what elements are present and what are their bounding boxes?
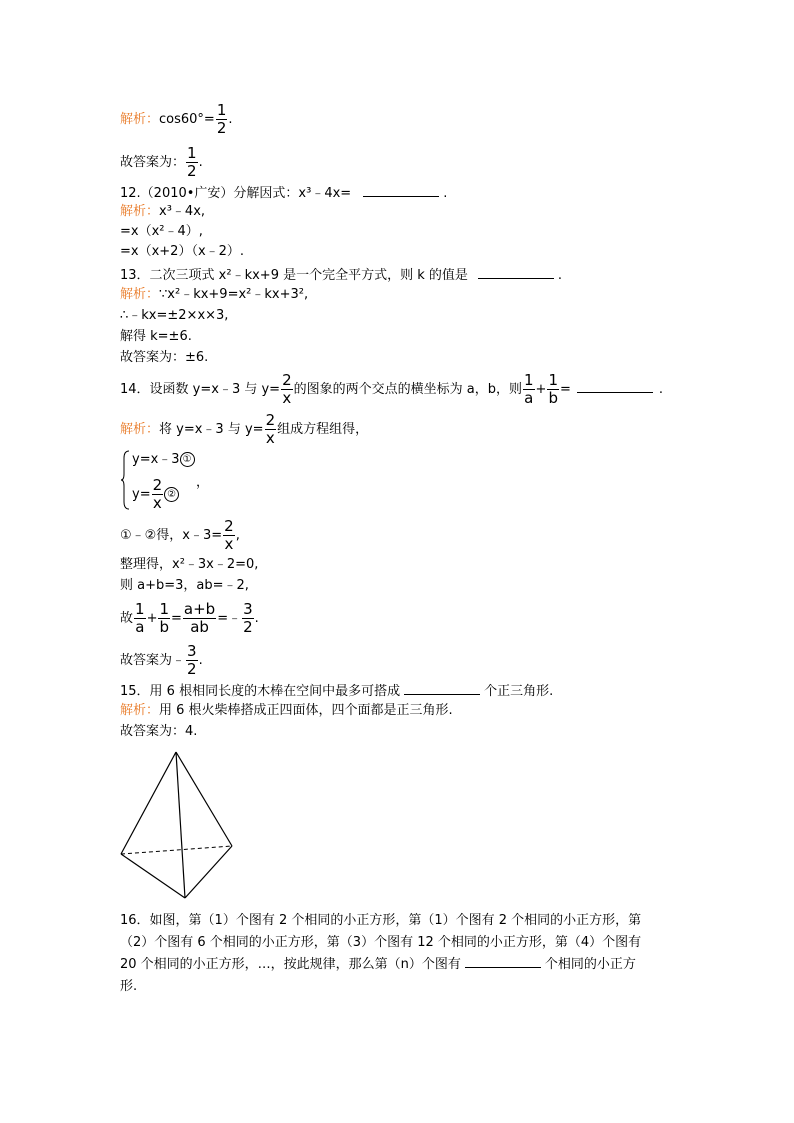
circled-2-mark bbox=[164, 487, 179, 502]
question-text: 13．二次三项式 x²﹣kx+9 是一个完全平方式，则 k 的值是 bbox=[120, 268, 468, 283]
mark-text: ② bbox=[167, 489, 177, 500]
q12-solution-line bbox=[120, 204, 205, 220]
circled-1-mark bbox=[180, 452, 195, 467]
fraction-numerator: 1 bbox=[135, 600, 145, 618]
fraction-denominator: x bbox=[282, 389, 292, 407]
punctuation: . bbox=[198, 155, 203, 170]
answer-blank bbox=[404, 682, 480, 695]
fraction bbox=[281, 372, 293, 407]
operator: =﹣ bbox=[217, 611, 242, 626]
fraction bbox=[158, 601, 170, 636]
q14-step2 bbox=[120, 518, 240, 553]
operator: + bbox=[146, 611, 158, 626]
hidden-edge bbox=[121, 846, 232, 854]
fraction bbox=[183, 601, 216, 636]
q14-answer bbox=[120, 643, 203, 678]
punctuation: . bbox=[228, 112, 233, 127]
operator: = bbox=[171, 611, 182, 626]
base-edge-right bbox=[185, 846, 232, 898]
edge-right bbox=[176, 752, 232, 846]
operator: + bbox=[535, 382, 547, 397]
fraction bbox=[216, 102, 228, 137]
q12-step2: =x（x²﹣4）, bbox=[120, 224, 203, 239]
fraction-denominator: b bbox=[548, 389, 558, 407]
fraction-denominator: 2 bbox=[243, 618, 253, 636]
q14-step4: 则 a+b=3，ab=﹣2, bbox=[120, 578, 249, 593]
solution-label: 解析： bbox=[120, 287, 160, 302]
fraction bbox=[265, 412, 277, 447]
q15-solution-line bbox=[120, 703, 453, 719]
q14-step3: 整理得，x²﹣3x﹣2=0, bbox=[120, 557, 259, 572]
answer-blank bbox=[478, 266, 554, 279]
q12-question bbox=[120, 184, 447, 202]
q12-step3: =x（x+2）（x﹣2）. bbox=[120, 244, 245, 259]
fraction-denominator: b bbox=[159, 618, 169, 636]
mark-text: ① bbox=[182, 454, 192, 465]
fraction-numerator: 1 bbox=[159, 600, 170, 618]
question-line: （2）个图有 6 个相同的小正方形，第（3）个图有 12 个相同的小正方形，第（4）个图有 bbox=[120, 935, 642, 950]
base-edge-left bbox=[121, 854, 185, 898]
fraction bbox=[152, 477, 164, 512]
fraction-numerator: 3 bbox=[243, 600, 253, 618]
solution-label: 解析： bbox=[120, 703, 160, 718]
q14-step5 bbox=[120, 601, 259, 636]
fraction-numerator: 1 bbox=[216, 101, 227, 119]
question-text: 的图象的两个交点的横坐标为 a，b，则 bbox=[293, 382, 522, 397]
solution-step: ∵x²﹣kx+9=x²﹣kx+3², bbox=[159, 287, 309, 302]
question-text: 15．用 6 根相同长度的木棒在空间中最多可搭成 bbox=[120, 684, 401, 699]
fraction-numerator: 1 bbox=[187, 144, 197, 162]
punctuation: . bbox=[443, 186, 448, 201]
tetrahedron-figure bbox=[115, 744, 240, 906]
q13-step2: ∴﹣kx=±2×x×3, bbox=[120, 308, 229, 323]
operator: = bbox=[559, 382, 571, 397]
punctuation: , bbox=[235, 528, 240, 543]
question-text: 个相同的小正方 bbox=[544, 957, 636, 972]
fraction-denominator: ab bbox=[190, 618, 209, 636]
q13-solution-line bbox=[120, 287, 308, 303]
fraction-denominator: x bbox=[152, 494, 162, 512]
solution-label: 解析： bbox=[120, 112, 160, 127]
fraction bbox=[547, 372, 559, 407]
expression: cos60°= bbox=[159, 112, 215, 127]
punctuation: . bbox=[557, 268, 563, 283]
fraction-numerator: 2 bbox=[152, 476, 163, 494]
question-text: 个正三角形. bbox=[484, 684, 554, 699]
q14-question bbox=[120, 372, 663, 407]
answer-fraction bbox=[186, 145, 198, 180]
edge-left bbox=[121, 752, 176, 854]
question-line bbox=[120, 954, 680, 976]
question-text: 14．设函数 y=x﹣3 与 y= bbox=[120, 382, 281, 397]
fraction-numerator: 1 bbox=[548, 371, 558, 389]
q15-question bbox=[120, 682, 553, 700]
solution-step: 用 6 根火柴棒搭成正四面体，四个面都是正三角形. bbox=[159, 703, 453, 718]
system-comma: ， bbox=[196, 475, 210, 490]
fraction-numerator: 3 bbox=[187, 642, 197, 660]
fraction-numerator: 2 bbox=[282, 371, 292, 389]
system-equation-2 bbox=[132, 477, 179, 512]
q16-paragraph bbox=[120, 910, 680, 998]
solution-step: 组成方程组得， bbox=[277, 422, 369, 437]
q11-solution-line bbox=[120, 102, 233, 137]
answer-prefix: 故答案为﹣ bbox=[120, 653, 186, 668]
q13-step3: 解得 k=±6. bbox=[120, 329, 192, 344]
equation-text: y= bbox=[132, 487, 151, 502]
punctuation: . bbox=[254, 611, 259, 626]
solution-step: 故 bbox=[120, 611, 134, 626]
q11-answer-line bbox=[120, 145, 203, 180]
edge-front bbox=[176, 752, 185, 898]
solution-step: ①﹣②得，x﹣3= bbox=[120, 528, 223, 543]
fraction-numerator: 1 bbox=[523, 371, 534, 389]
q13-answer: 故答案为：±6. bbox=[120, 350, 209, 365]
fraction-numerator: a+b bbox=[183, 600, 216, 618]
solution-step: x³﹣4x, bbox=[159, 204, 206, 219]
question-line: 16．如图，第（1）个图有 2 个相同的小正方形，第（1）个图有 2 个相同的小正方形，第 bbox=[120, 913, 642, 928]
fraction-denominator: 2 bbox=[187, 162, 197, 180]
punctuation: . bbox=[658, 382, 664, 397]
fraction-denominator: x bbox=[265, 429, 275, 447]
question-text: 20 个相同的小正方形，…，按此规律，那么第（n）个图有 bbox=[120, 957, 461, 972]
answer-blank bbox=[577, 380, 653, 393]
fraction bbox=[523, 372, 535, 407]
punctuation: . bbox=[198, 653, 203, 668]
system-equation-1 bbox=[132, 452, 195, 468]
equation-text: y=x﹣3 bbox=[132, 452, 180, 467]
solution-label: 解析： bbox=[120, 422, 160, 437]
fraction bbox=[242, 601, 254, 636]
fraction-denominator: a bbox=[524, 389, 534, 407]
fraction-denominator: x bbox=[224, 535, 234, 553]
question-text: 12.（2010•广安）分解因式：x³﹣4x= bbox=[120, 186, 352, 201]
solution-label: 解析： bbox=[120, 204, 160, 219]
system-brace bbox=[120, 450, 130, 510]
q15-answer: 故答案为：4. bbox=[120, 724, 198, 739]
fraction bbox=[223, 518, 235, 553]
solution-step: 将 y=x﹣3 与 y= bbox=[159, 422, 264, 437]
answer-prefix: 故答案为： bbox=[120, 155, 186, 170]
question-line: 形. bbox=[120, 979, 138, 994]
fraction-denominator: a bbox=[135, 618, 145, 636]
fraction-denominator: 2 bbox=[187, 660, 197, 678]
fraction-numerator: 2 bbox=[265, 411, 276, 429]
fraction-denominator: 2 bbox=[216, 119, 227, 137]
answer-blank bbox=[465, 955, 541, 968]
q14-solution-line bbox=[120, 412, 368, 447]
q13-question bbox=[120, 266, 562, 284]
fraction-numerator: 2 bbox=[224, 517, 234, 535]
answer-fraction bbox=[186, 643, 198, 678]
fraction bbox=[134, 601, 146, 636]
answer-blank bbox=[363, 184, 439, 197]
